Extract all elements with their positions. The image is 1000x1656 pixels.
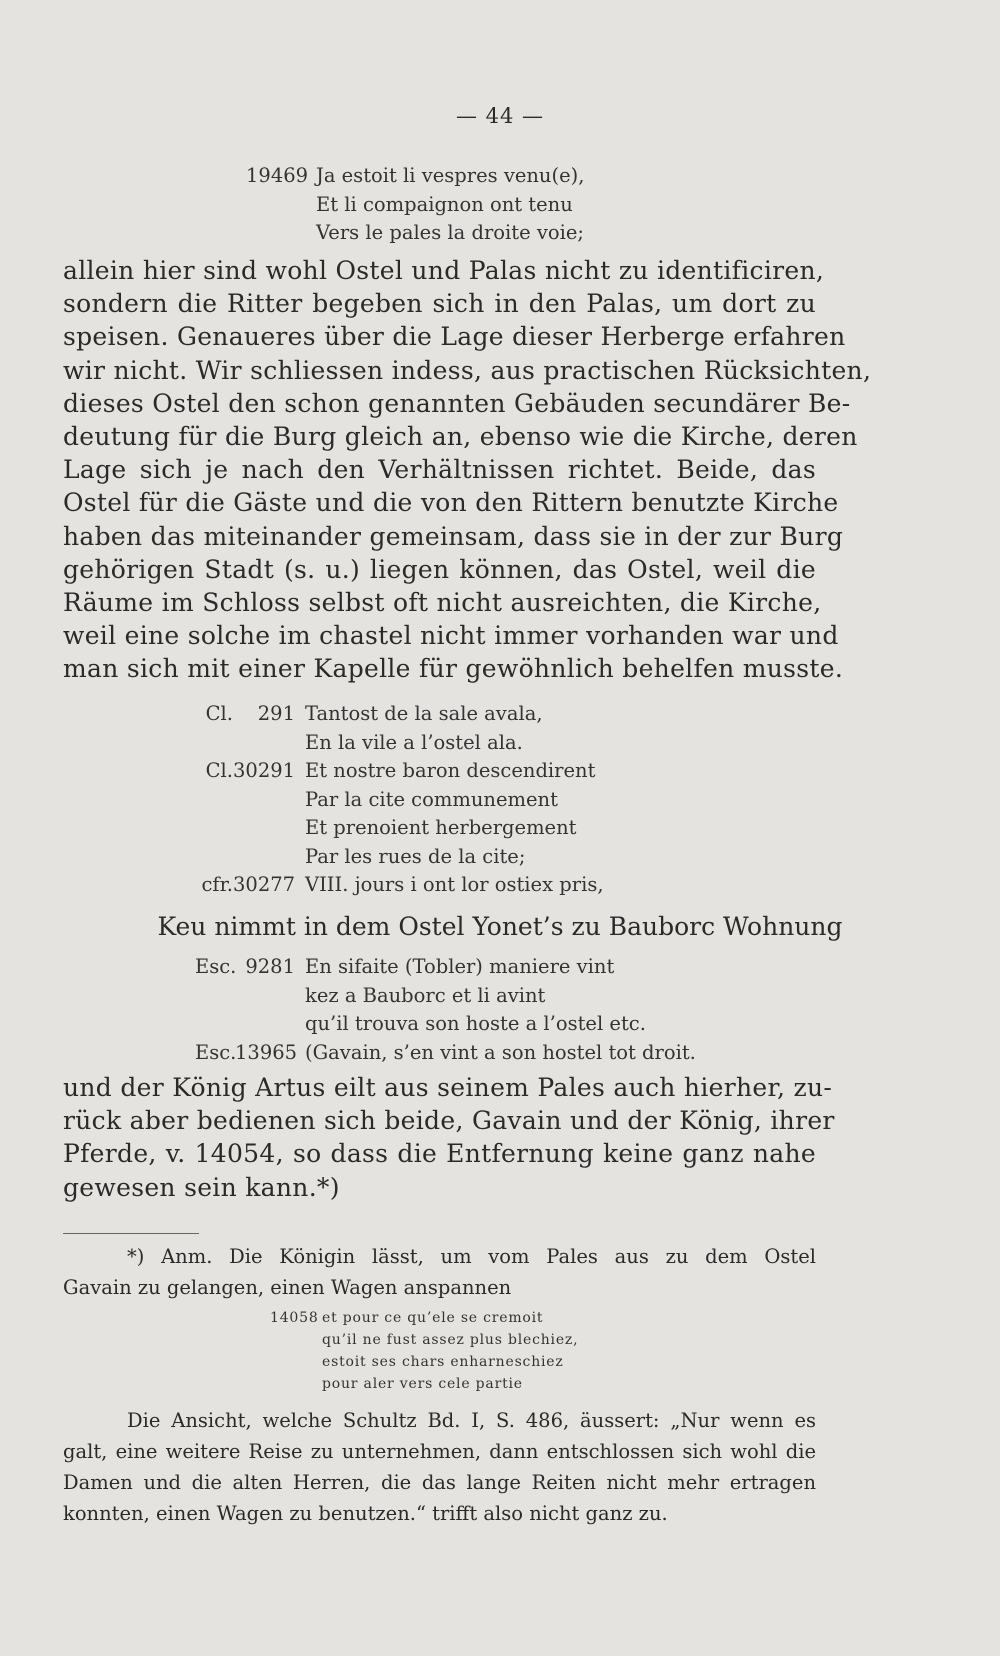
verse-text: Et prenoient herbergement (305, 816, 577, 839)
verse-line (195, 814, 604, 843)
verse-number: 9281 (245, 955, 295, 978)
verse-number (233, 729, 295, 758)
verse-number (270, 1329, 322, 1351)
text-line: und der König Artus eilt aus seinem Pales auch hierher, zu- (63, 1073, 833, 1102)
verse-line (195, 982, 696, 1011)
paragraph-2 (63, 1071, 835, 1204)
verse-line (246, 219, 584, 248)
verse-line (195, 871, 604, 900)
verse-source (195, 1010, 235, 1039)
verse-number (235, 1010, 295, 1039)
verse-text: pour aler vers cele partie (322, 1376, 523, 1392)
verse-number (270, 1351, 322, 1373)
verse-number: 291 (257, 702, 295, 725)
text-line: Räume im Schloss selbst oft nicht ausreichten, die Kirche, (63, 587, 822, 617)
verse-line (195, 786, 604, 815)
verse-number (246, 191, 306, 220)
section-heading: Keu nimmt in dem Ostel Yonet’s zu Bauborc Wohnung (157, 912, 843, 941)
verse-line (270, 1307, 578, 1329)
text-line: allein hier sind wohl Ostel und Palas nicht zu identificiren, (63, 256, 825, 285)
verse-text: kez a Bauborc et li avint (305, 983, 546, 1007)
verse-line (270, 1373, 578, 1395)
page-number: — 44 — (455, 104, 545, 128)
text-line: weil eine solche im chastel nicht immer vorhanden war und (63, 621, 839, 651)
verse-block-3 (195, 953, 696, 1067)
verse-source: Cl. (205, 702, 233, 725)
text-line: haben das miteinander gemeinsam, dass sie in der zur Burg (63, 521, 844, 551)
verse-number: 30291 (233, 759, 296, 782)
text-line: Ostel für die Gäste und die von den Rittern benutzte Kirche (63, 488, 839, 518)
text-line: konnten, einen Wagen zu benutzen.“ trifft also nicht ganz zu. (63, 1502, 668, 1525)
verse-text: Ja estoit li vespres venu(e), (316, 164, 585, 187)
text-line: gehörigen Stadt (s. u.) liegen können, das Ostel, weil die (63, 554, 816, 584)
text-line: Die Ansicht, welche Schultz Bd. I, S. 486, äussert: „Nur wenn es (127, 1409, 816, 1432)
verse-text: qu’il trouva son hoste a l’ostel etc. (305, 1012, 646, 1035)
verse-number: 13965 (235, 1040, 298, 1064)
paragraph-1 (63, 254, 872, 685)
text-line: Damen und die alten Herren, die das lange Reiten nicht mehr ertragen (63, 1471, 816, 1494)
verse-line (195, 953, 696, 982)
verse-number (233, 786, 295, 815)
verse-source (195, 814, 233, 843)
verse-text: Par la cite communement (305, 787, 558, 811)
verse-source: cfr. (201, 873, 233, 896)
text-line: rück aber bedienen sich beide, Gavain und der König, ihrer (63, 1106, 835, 1136)
verse-text: (Gavain, s’en vint a son hostel tot droit. (305, 1040, 696, 1064)
verse-line (195, 1010, 696, 1039)
verse-source (195, 786, 233, 815)
verse-line (270, 1351, 578, 1373)
text-line: *) Anm. Die Königin lässt, um vom Pales aus zu dem Ostel (127, 1245, 816, 1268)
verse-line (195, 700, 604, 729)
verse-text: En sifaite (Tobler) maniere vint (305, 955, 615, 978)
verse-text: Et li compaignon ont tenu (316, 192, 573, 216)
text-line: dieses Ostel den schon genannten Gebäuden secundärer Be- (63, 388, 851, 418)
verse-line (270, 1329, 578, 1351)
verse-line (195, 757, 604, 786)
verse-source (195, 982, 235, 1011)
footnote-rule (63, 1233, 199, 1234)
footnote-text-1 (63, 1241, 816, 1303)
verse-line (246, 162, 584, 191)
verse-text: estoit ses chars enharneschiez (322, 1354, 564, 1370)
verse-block-2 (195, 700, 604, 900)
text-line: Gavain zu gelangen, einen Wagen anspannen (63, 1276, 512, 1299)
text-line: man sich mit einer Kapelle für gewöhnlich behelfen musste. (63, 654, 844, 684)
footnote-verse (270, 1307, 578, 1395)
verse-text: Vers le pales la droite voie; (316, 221, 584, 244)
verse-source: Esc. (195, 955, 237, 978)
verse-line (195, 1039, 696, 1068)
text-line: galt, eine weitere Reise zu unternehmen, dann entschlossen sich wohl die (63, 1440, 816, 1463)
verse-text: Par les rues de la cite; (305, 844, 526, 868)
verse-text: VIII. jours i ont lor ostiex pris, (305, 873, 604, 896)
verse-source (195, 729, 233, 758)
verse-line (246, 191, 584, 220)
text-line: wir nicht. Wir schliessen indess, aus practischen Rücksichten, (63, 355, 872, 385)
verse-number: 19469 (246, 164, 309, 187)
text-line: deutung für die Burg gleich an, ebenso wie die Kirche, deren (63, 421, 858, 451)
verse-number (270, 1373, 322, 1395)
verse-text: et pour ce qu’ele se cremoit (322, 1310, 544, 1326)
verse-block-1 (246, 162, 584, 248)
verse-number: 14058 (270, 1310, 319, 1326)
verse-source (195, 843, 233, 872)
verse-line (195, 843, 604, 872)
verse-line (195, 729, 604, 758)
footnote-text-2 (63, 1405, 816, 1529)
verse-text: qu’il ne fust assez plus blechiez, (322, 1332, 579, 1348)
verse-text: En la vile a l’ostel ala. (305, 730, 523, 754)
verse-text: Et nostre baron descendirent (305, 759, 596, 782)
verse-number (235, 982, 295, 1011)
verse-number: 30277 (233, 873, 296, 896)
text-line: Lage sich je nach den Verhältnissen richtet. Beide, das (63, 455, 816, 485)
text-line: speisen. Genaueres über die Lage dieser Herberge erfahren (63, 322, 846, 352)
text-line: Pferde, v. 14054, so dass die Entfernung keine ganz nahe (63, 1139, 816, 1169)
verse-number (246, 219, 306, 248)
verse-number (233, 843, 295, 872)
text-line: gewesen sein kann.*) (63, 1172, 340, 1202)
verse-source: Esc. (195, 1040, 237, 1064)
verse-text: Tantost de la sale avala, (305, 702, 543, 725)
verse-number (233, 814, 295, 843)
verse-source: Cl. (205, 759, 233, 782)
text-line: sondern die Ritter begeben sich in den Palas, um dort zu (63, 289, 816, 319)
